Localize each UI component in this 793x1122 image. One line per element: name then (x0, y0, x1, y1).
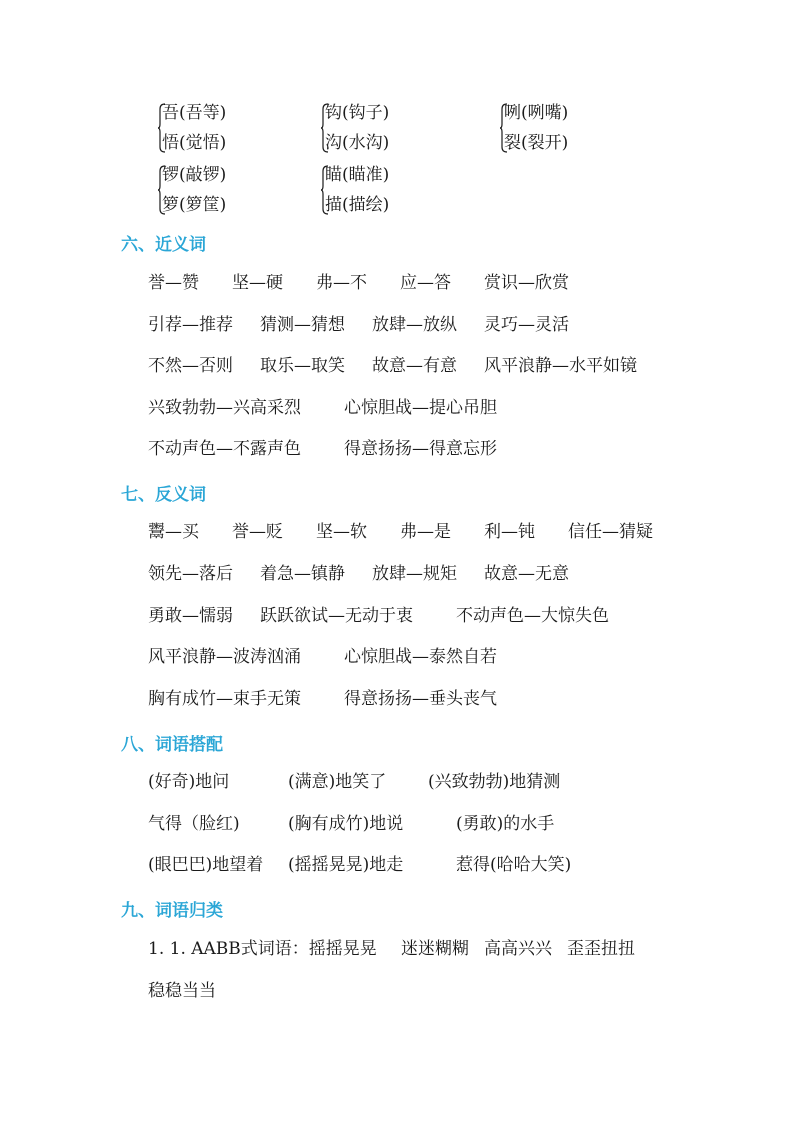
word-pair: 着急—镇静 (260, 564, 345, 584)
word-pair: 赏识—欣赏 (484, 273, 569, 293)
homophone-word: 咧(咧嘴) (504, 103, 569, 123)
word-pair: 得意扬扬—垂头丧气 (344, 689, 497, 709)
word-pair: 心惊胆战—提心吊胆 (344, 398, 497, 418)
classification-item: 高高兴兴 (484, 939, 552, 959)
word-pair: 弗—不 (316, 273, 367, 293)
classification-item: 1. 1. AABB式词语：摇摇晃晃 (148, 939, 377, 959)
word-pair: 风平浪静—波涛汹涌 (148, 647, 301, 667)
homophone-word: 悟(觉悟) (162, 133, 227, 153)
word-pair: 胸有成竹—束手无策 (148, 689, 301, 709)
homophone-group-2 (321, 101, 441, 159)
section-heading-classification: 九、词语归类 (121, 901, 223, 921)
word-pair: 应—答 (400, 273, 451, 293)
collocation: (好奇)地问 (148, 772, 230, 792)
homophone-group-5 (321, 163, 441, 221)
word-pair: 鬻—买 (148, 522, 199, 542)
collocation: (兴致勃勃)地猜测 (428, 772, 561, 792)
homophone-word: 裂(裂开) (504, 133, 569, 153)
collocation: 气得（脸红) (148, 814, 240, 834)
homophone-group-4 (158, 163, 278, 221)
homophone-group-1 (158, 101, 278, 159)
word-pair: 放肆—规矩 (372, 564, 457, 584)
word-pair: 誉—赞 (148, 273, 199, 293)
homophone-word: 沟(水沟) (325, 133, 390, 153)
section-heading-collocations: 八、词语搭配 (121, 735, 223, 755)
collocation: (勇敢)的水手 (456, 814, 555, 834)
word-pair: 勇敢—懦弱 (148, 606, 233, 626)
word-pair: 放肆—放纵 (372, 315, 457, 335)
word-pair: 故意—有意 (372, 356, 457, 376)
word-pair: 不动声色—不露声色 (148, 439, 301, 459)
section-heading-synonyms: 六、近义词 (121, 235, 206, 255)
word-pair: 利—钝 (484, 522, 535, 542)
word-pair: 灵巧—灵活 (484, 315, 569, 335)
word-pair: 取乐—取笑 (260, 356, 345, 376)
word-pair: 得意扬扬—得意忘形 (344, 439, 497, 459)
word-pair: 坚—软 (316, 522, 367, 542)
classification-item: 迷迷糊糊 (401, 939, 469, 959)
homophone-word: 描(描绘) (325, 195, 390, 215)
collocation: (胸有成竹)地说 (288, 814, 404, 834)
section-heading-antonyms: 七、反义词 (121, 485, 206, 505)
collocation: (摇摇晃晃)地走 (288, 855, 404, 875)
homophone-word: 箩(箩筐) (162, 195, 227, 215)
classification-item: 稳稳当当 (148, 981, 216, 1001)
word-pair: 坚—硬 (232, 273, 283, 293)
homophone-word: 锣(敲锣) (162, 165, 227, 185)
word-pair: 领先—落后 (148, 564, 233, 584)
word-pair: 跃跃欲试—无动于衷 (260, 606, 413, 626)
homophone-group-3 (500, 101, 620, 159)
word-pair: 弗—是 (400, 522, 451, 542)
classification-item: 歪歪扭扭 (567, 939, 635, 959)
word-pair: 故意—无意 (484, 564, 569, 584)
homophone-word: 钩(钩子) (325, 103, 390, 123)
homophone-word: 瞄(瞄准) (325, 165, 390, 185)
homophone-word: 吾(吾等) (162, 103, 227, 123)
word-pair: 引荐—推荐 (148, 315, 233, 335)
word-pair: 猜测—猜想 (260, 315, 345, 335)
word-pair: 信任—猜疑 (568, 522, 653, 542)
word-pair: 风平浪静—水平如镜 (484, 356, 637, 376)
collocation: (满意)地笑了 (288, 772, 387, 792)
word-pair: 不动声色—大惊失色 (456, 606, 609, 626)
word-pair: 不然—否则 (148, 356, 233, 376)
word-pair: 兴致勃勃—兴高采烈 (148, 398, 301, 418)
collocation: (眼巴巴)地望着 (148, 855, 264, 875)
word-pair: 誉—贬 (232, 522, 283, 542)
word-pair: 心惊胆战—泰然自若 (344, 647, 497, 667)
collocation: 惹得(哈哈大笑) (456, 855, 572, 875)
